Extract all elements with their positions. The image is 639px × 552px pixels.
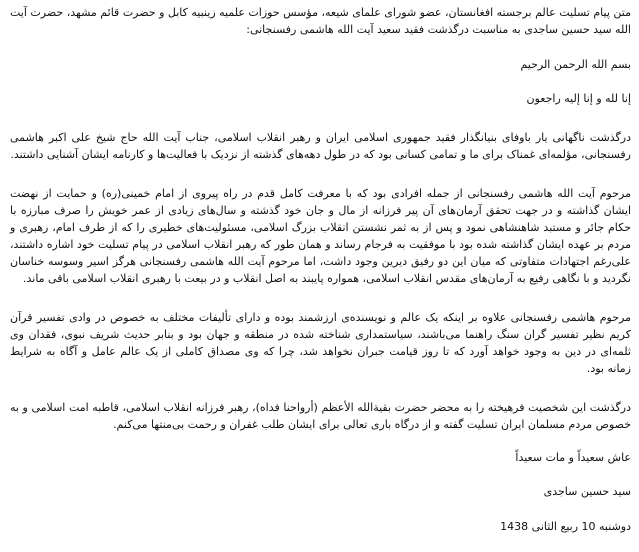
- inna-lillah-line: إنا لله و إنا إلیه راجعون: [526, 92, 631, 105]
- paragraph-condolence: درگذشت ناگهانی یار باوفای بنیانگذار فقید جمهوری اسلامی ایران و رهبر انقلاب اسلامی، جناب آیت الله حاج شیخ علی اکبر هاشمی رفسنجانی، مؤلمه‌ای غمناک برای ما و تمامی کسانی بود که در طول دهه‌های گذشته از نزدیک با فعالیت‌ها و کارنامه ایشان آشنایی داشتند.: [10, 131, 631, 161]
- closing-line: عاش سعیداً و مات سعیداً: [515, 451, 631, 464]
- paragraph-condolence-closing: درگذشت این شخصیت فرهیخته را به محضر حضرت بقیةالله الأعظم (أرواحنا فداه)، رهبر فرزانه انقلاب اسلامی، قاطبه امت اسلامی و به خصوص مردم مسلمان ایران تسلیت گفته و از درگاه باری تعالی برای ایشان طلب غفران و رحمت بی‌منتها می‌کنم.: [10, 401, 631, 431]
- bismillah-line: بسم الله الرحمن الرحیم: [520, 58, 631, 71]
- letter-date: دوشنبه 10 ربیع الثانی 1438: [500, 520, 631, 533]
- paragraph-scholarship: مرحوم هاشمی رفسنجانی علاوه بر اینکه یک عالم و نویسنده‌ی ارزشمند بوده و دارای تألیفات مختلف به خصوص در وادی تفسیر قرآن کریم نظیر تفسیر گران سنگ راهنما می‌باشند، سیاستمداری شناخته شده در منطقه و جهان بود و بنابر حدیث شریف نبوی، فقدان وی ثلمه‌ای در دین به وجود خواهد آورد که تا روز قیامت جبران نخواهد شد، چرا که وی مصداق کاملی از یک عالم عامل و آگاه به شرایط زمانه بود.: [10, 311, 631, 375]
- paragraph-biography: مرحوم آیت الله هاشمی رفسنجانی از جمله افرادی بود که با معرفت کامل قدم در راه پیروی از امام خمینی(ره) و حمایت از نهضت ایشان گذاشته و در جهت تحقق آرمان‌های آن پیر فرزانه از مال و جان خود گذشته و سال‌های زیادی از عمر خویش را صرف مبارزه با حکام جائر و مستبد شاهنشاهی نمود و پس از به ثمر نشستن انقلاب بزرگ اسلامی، مسئولیت‌های خطیری را که از طرف امام، رهبری و مردم بر عهده ایشان گذاشته شده بود با موفقیت به فرجام رساند و همان طور که رهبر انقلاب اسلامی در پیام تسلیت خود اشاره داشتند، علی‌رغم اجتهادات متفاوتی که میان این دو رفیق دیرین وجود داشت، اما مرحوم آیت الله هاشمی رفسنجانی هرگز اسیر وسوسه خناسان نگردید و با نگاهی رفیع به آرمان‌های مقدس انقلاب اسلامی، همواره پایبند به اصل انقلاب و در بیعت با رهبری انقلاب اسلامی باقی ماند.: [10, 187, 631, 285]
- signature: سید حسین ساجدی: [543, 485, 631, 498]
- letter-intro: متن پیام تسلیت عالم برجسته افغانستان، عضو شورای علمای شیعه، مؤسس حوزات علمیه زینبیه کابل و حضرت قائم مشهد، حضرت آیت الله سید حسین ساجدی به مناسبت درگذشت فقید سعید آیت الله هاشمی رفسنجانی:: [10, 6, 631, 36]
